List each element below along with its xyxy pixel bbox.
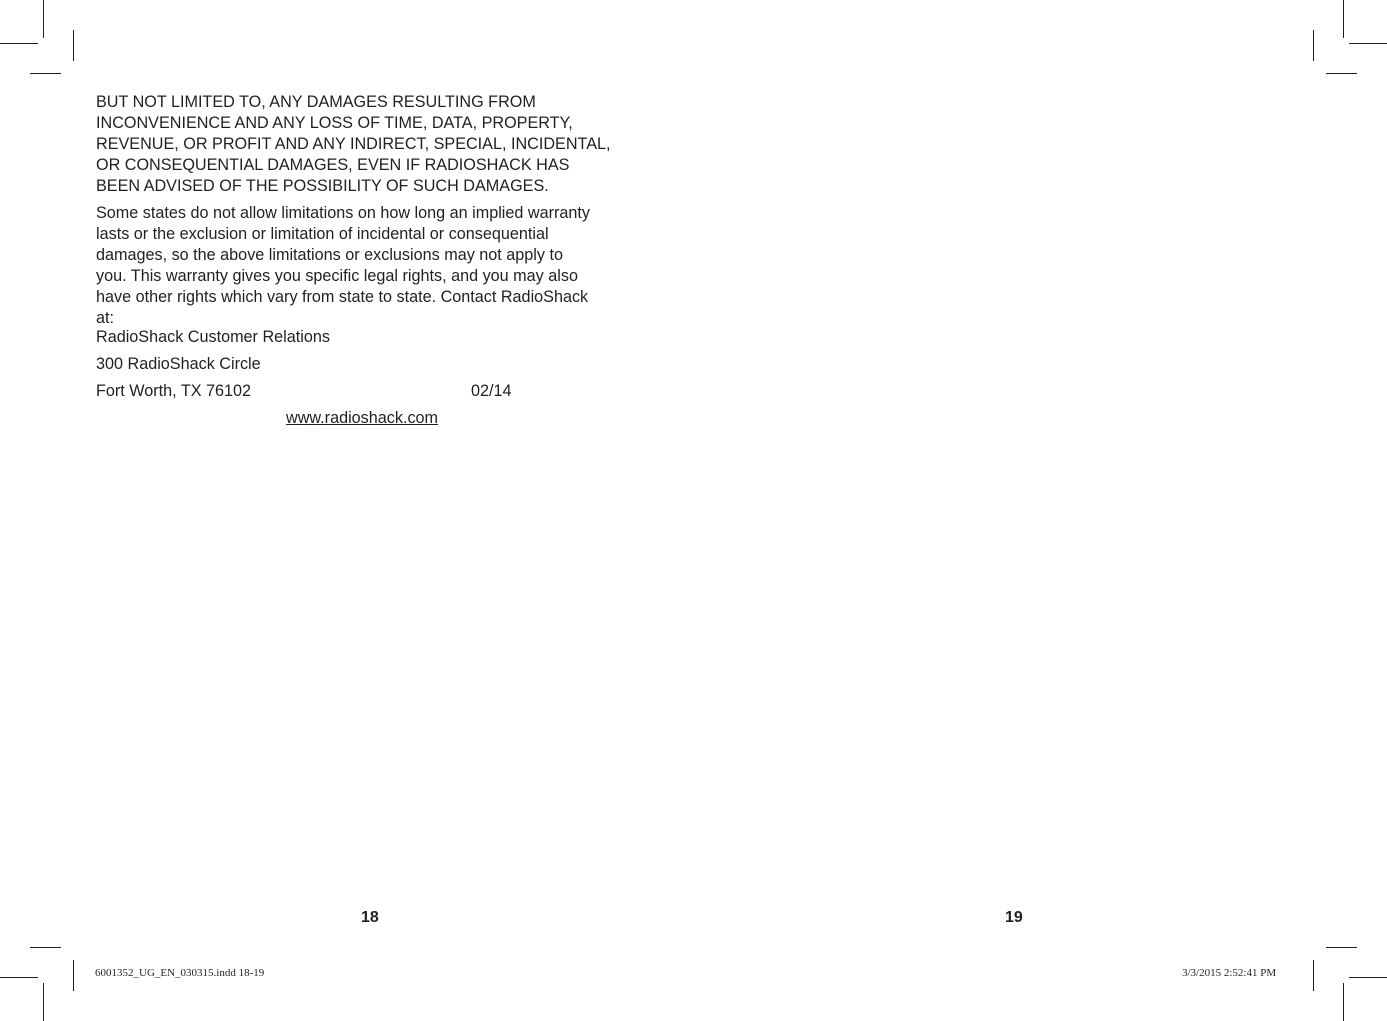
print-timestamp: 3/3/2015 2:52:41 PM	[1182, 967, 1277, 979]
text-line: BUT NOT LIMITED TO, ANY DAMAGES RESULTING FROM	[96, 93, 536, 111]
crop-mark	[1313, 30, 1314, 61]
text-line: REVENUE, OR PROFIT AND ANY INDIRECT, SPECIAL, INCIDENTAL,	[96, 135, 611, 153]
text-line: Some states do not allow limitations on how long an implied warranty	[96, 204, 590, 222]
address-line-2: 300 RadioShack Circle	[96, 355, 261, 373]
crop-mark	[73, 30, 74, 61]
page-number-right: 19	[1005, 909, 1023, 926]
crop-mark	[30, 73, 61, 74]
crop-mark	[1326, 73, 1357, 74]
address-line-3: Fort Worth, TX 76102	[96, 382, 252, 400]
crop-mark	[43, 0, 44, 38]
state-rights-paragraph	[96, 203, 656, 329]
text-line: damages, so the above limitations or exclusions may not apply to	[96, 246, 563, 264]
page-number-left: 18	[361, 909, 379, 926]
crop-mark	[30, 947, 61, 948]
crop-mark	[73, 960, 74, 991]
text-line: you. This warranty gives you specific legal rights, and you may also	[96, 267, 578, 285]
warranty-disclaimer-caps	[96, 92, 656, 197]
crop-mark	[43, 983, 44, 1021]
file-slug: 6001352_UG_EN_030315.indd 18-19	[95, 967, 265, 979]
address-line-1: RadioShack Customer Relations	[96, 328, 330, 346]
crop-mark	[1349, 43, 1387, 44]
text-line: BEEN ADVISED OF THE POSSIBILITY OF SUCH DAMAGES.	[96, 177, 549, 195]
crop-mark	[0, 977, 38, 978]
crop-mark	[1313, 960, 1314, 991]
text-line: INCONVENIENCE AND ANY LOSS OF TIME, DATA, PROPERTY,	[96, 114, 573, 132]
crop-mark	[1343, 0, 1344, 38]
website-link[interactable]: www.radioshack.com	[286, 409, 439, 427]
crop-mark	[1349, 977, 1387, 978]
crop-mark	[1343, 983, 1344, 1021]
crop-mark	[1326, 947, 1357, 948]
text-line: OR CONSEQUENTIAL DAMAGES, EVEN IF RADIOSHACK HAS	[96, 156, 570, 174]
text-line: lasts or the exclusion or limitation of incidental or consequential	[96, 225, 549, 243]
text-line: have other rights which vary from state to state. Contact RadioShack	[96, 288, 589, 306]
date-code: 02/14	[471, 382, 512, 400]
text-line: at:	[96, 309, 114, 327]
crop-mark	[0, 43, 38, 44]
